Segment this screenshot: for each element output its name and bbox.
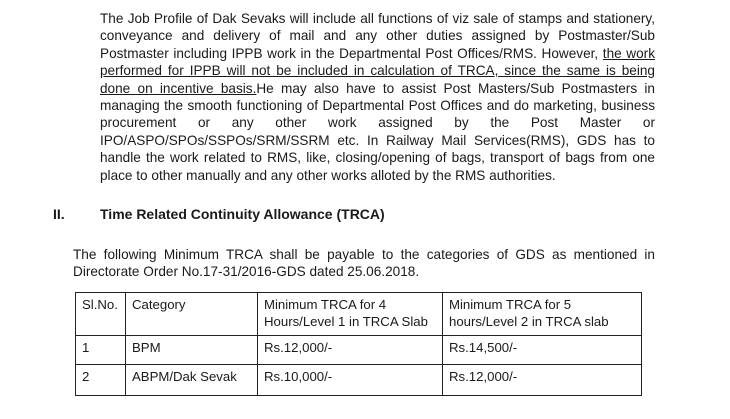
header-trca-level1: Minimum TRCA for 4 Hours/Level 1 in TRCA Slab xyxy=(258,293,443,336)
header-category: Category xyxy=(126,293,258,336)
section-heading xyxy=(53,206,385,222)
header-slno: Sl.No. xyxy=(76,293,126,336)
cell-slno: 2 xyxy=(76,365,126,396)
job-profile-underlined-text: the work performed for IPPB will not be included in calculation of TRCA, since the same is being done on incentive basis. xyxy=(100,45,655,96)
table-row xyxy=(76,336,642,365)
trca-table xyxy=(75,292,642,396)
section-number: II. xyxy=(53,206,65,222)
trca-intro-paragraph: The following Minimum TRCA shall be payable to the categories of GDS as mentioned in Directorate Order No.17-31/2016-GDS dated 25.06.2018. xyxy=(73,247,655,280)
job-profile-text-2: He may also have to assist Post Masters/Sub Postmasters in managing the smooth functioning of Departmental Post Offices and do marketing, business procurement or any other work assigned by the Post Master or IPO/ASPO/SPOs/SSPOs/SRM/SSRM etc. In Railway Mail Services(RMS), GDS has to handle the work related to RMS, like, closing/opening of bags, transport of bags from one place to other manually and any other works alloted by the RMS authorities. xyxy=(100,80,655,183)
job-profile-text-1: The Job Profile of Dak Sevaks will include all functions of viz sale of stamps and stationery, conveyance and delivery of mail and any other duties assigned by Postmaster/Sub Postmaster including IPPB work in the Departmental Post Offices/RMS. However, xyxy=(100,11,655,61)
cell-trca-level2: Rs.14,500/- xyxy=(443,336,642,365)
cell-trca-level2: Rs.12,000/- xyxy=(443,365,642,396)
table-row xyxy=(76,365,642,396)
section-title: Time Related Continuity Allowance (TRCA) xyxy=(100,206,385,222)
cell-trca-level1: Rs.12,000/- xyxy=(258,336,443,365)
cell-slno: 1 xyxy=(76,336,126,365)
cell-trca-level1: Rs.10,000/- xyxy=(258,365,443,396)
cell-category: ABPM/Dak Sevak xyxy=(126,365,258,396)
header-trca-level2: Minimum TRCA for 5 hours/Level 2 in TRCA slab xyxy=(443,293,642,336)
table-header-row xyxy=(76,293,642,336)
job-profile-paragraph xyxy=(100,10,655,184)
cell-category: BPM xyxy=(126,336,258,365)
